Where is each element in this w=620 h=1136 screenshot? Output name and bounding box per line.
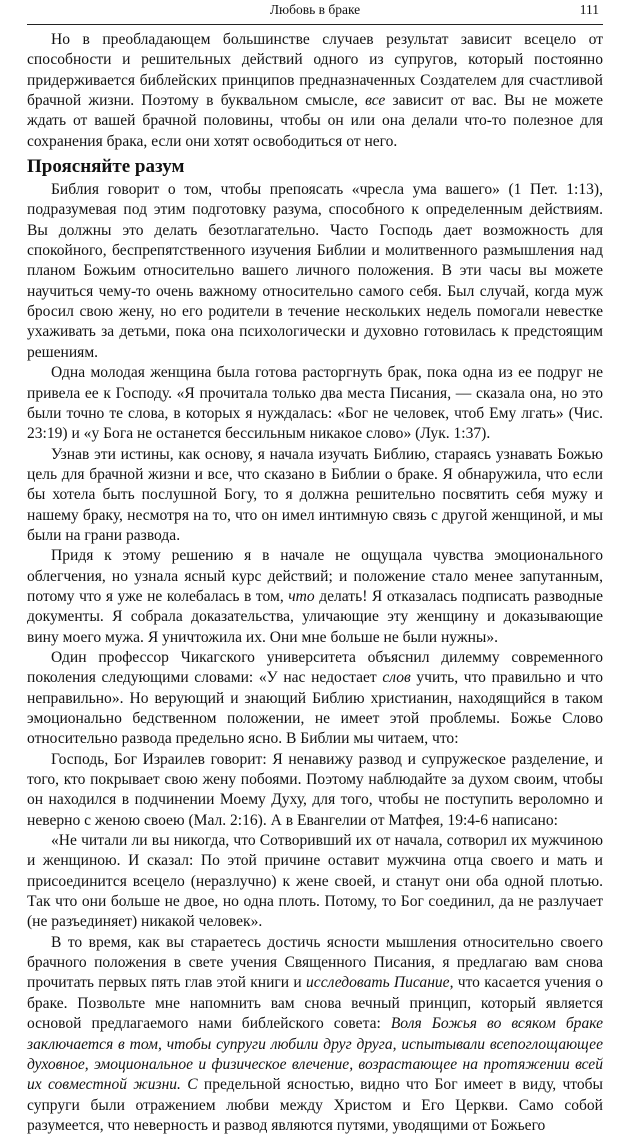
- section-heading: Проясняйте разум: [27, 156, 185, 178]
- paragraph-1: Но в преобладающем большинстве случаев результат зависит всецело от способности и решительных действий одного из супругов, который постоянно придерживается библейских принципов предназначенных Создателем для счастливой брачной жизни. Поэтому в буквальном смысле, все зависит от вас. Вы не можете ждать от вашей брачной половины, чтобы он или она делали что-то полезное для сохранения брака, если они хотят освободиться от него.: [27, 31, 603, 150]
- emphasis-all: все: [365, 92, 386, 110]
- page-number: 111: [579, 2, 599, 17]
- paragraph-7: Господь, Бог Израилев говорит: Я ненавижу развод и супружеское разделение, и того, кто покрывает свою жену побоями. Поэтому наблюдайте за духом своим, чтобы он находился в подчинении Моему Духу, для того, чтобы не поступить вероломно и неверно с женою своею (Мал. 2:16). А в Евангелии от Матфея, 19:4-6 написано:: [27, 750, 603, 829]
- emphasis-gods-will: Воля Божья во всяком браке заключается в том, чтобы супруги любили друг друга, испытывали всепоглощающее духовное, эмоциональное и физическое влечение, возрастающее на протяжении всей их совместной жизни. С: [27, 1015, 603, 1094]
- page-body: [27, 30, 603, 1136]
- paragraph-6: Один профессор Чикагского университета объяснил дилемму современного поколения следующими словами: «У нас недостает слов учить, что правильно и что неправильно». Но верующий и знающий Библию христианин, находящийся в таком эмоционально бедственном положении, не имеет этой проблемы. Божье Слово относительно развода предельно ясно. В Библии мы читаем, что:: [27, 648, 603, 748]
- paragraph-8: «Не читали ли вы никогда, что Сотворивший их от начала, сотворил их мужчиною и женщиною. И сказал: По этой причине оставит мужчина отца своего и мать и присоединится всецело (неразлучно) к жене своей, и станут они оба одной плотью. Так что они больше не двое, но одна плоть. Потому, то Бог соединил, да не разлучает (не разъединяет) никакой человек».: [27, 832, 603, 931]
- page-header: [27, 0, 603, 25]
- paragraph-2: Библия говорит о том, чтобы препоясать «чресла ума вашего» (1 Пет. 1:13), подразумевая под этим подготовку разума, способного к определенным действиям. Вы должны это делать безотлагательно. Часто Господь дает возможность для спокойного, беспрепятственного изучения Библии и молитвенного размышления над планом Божьим относительно вашего личного положения. В эти часы вы можете научиться чему-то очень важному относительно самого себя. Был случай, когда муж бросил свою жену, но его родители в течение нескольких недель помогали невестке ухаживать за детьми, пока она психологически и духовно готовилась к предстоящим решениям.: [27, 181, 603, 361]
- running-title: Любовь в браке: [269, 2, 361, 17]
- paragraph-4: Узнав эти истины, как основу, я начала изучать Библию, стараясь узнавать Божью цель для брачной жизни и все, что сказано в Библии о браке. Я обнаружила, что если бы хотела быть послушной Богу, то я должна решительно посвятить себя мужу и нашему браку, несмотря на то, что он имел интимную связь с другой женщиной, и мы были на грани развода.: [27, 445, 603, 544]
- paragraph-3: Одна молодая женщина была готова расторгнуть брак, пока одна из ее подруг не привела ее к Господу. «Я прочитала только два места Писания, — сказала она, но это были точно те слова, в которых я нуждалась: «Бог не человек, чтоб Ему лгать» (Чис. 23:19) и «у Бога не останется бессильным никакое слово» (Лук. 1:37).: [27, 364, 603, 443]
- emphasis-words: слов: [382, 669, 411, 687]
- emphasis-study-scripture: исследовать Писание,: [306, 974, 454, 992]
- paragraph-5: Придя к этому решению я в начале не ощущала чувства эмоционального облегчения, но узнала ясный курс действий; и положение стало менее запутанным, потому что я уже не колебалась в том, что делать! Я отказалась подписать разводные документы. Я собрала доказательства, уличающие эту женщину и доказывающие вину моего мужа. Я уничтожила их. Они мне больше не были нужны».: [27, 547, 603, 646]
- emphasis-what: что: [288, 587, 315, 605]
- paragraph-9: В то время, как вы стараетесь достичь ясности мышления относительно своего брачного положения в свете учения Священного Писания, я предлагаю вам снова прочитать первых пять глав этой книги и исследовать Писание, что касается учения о браке. Позвольте мне напомнить вам снова вечный принцип, который является основой предлагаемого нами библейского совета: Воля Божья во всяком браке заключается в том, чтобы супруги любили друг друга, испытывали всепоглощающее духовное, эмоциональное и физическое влечение, возрастающее на протяжении всей их совместной жизни. С предельной ясностью, видно что Бог имеет в виду, чтобы супруги были отражением любви между Христом и Его Церкви. Само собой разумеется, что неверность и развод являются путями, уводящими от Божьего: [27, 933, 604, 1134]
